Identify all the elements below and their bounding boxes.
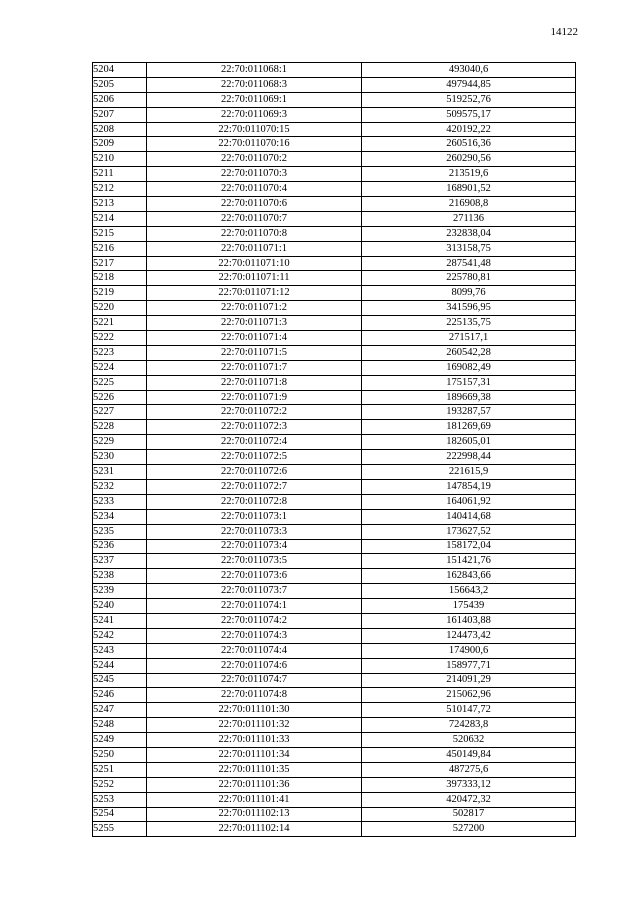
row-number-cell: 5239 — [93, 584, 147, 599]
table-row — [93, 718, 576, 733]
table-row — [93, 465, 576, 480]
row-number-cell: 5244 — [93, 658, 147, 673]
table-row — [93, 628, 576, 643]
row-number-cell: 5209 — [93, 137, 147, 152]
row-number-cell: 5251 — [93, 762, 147, 777]
cadastral-number-cell: 22:70:011071:10 — [147, 256, 362, 271]
cadastral-value-cell: 156643,2 — [362, 584, 576, 599]
row-number-cell: 5228 — [93, 420, 147, 435]
cadastral-value-cell: 162843,66 — [362, 569, 576, 584]
row-number-cell: 5204 — [93, 63, 147, 78]
cadastral-value-cell: 214091,29 — [362, 673, 576, 688]
cadastral-value-cell: 493040,6 — [362, 63, 576, 78]
cadastral-number-cell: 22:70:011101:32 — [147, 718, 362, 733]
cadastral-number-cell: 22:70:011070:15 — [147, 122, 362, 137]
page-number: 14122 — [550, 26, 578, 38]
table-row — [93, 509, 576, 524]
row-number-cell: 5233 — [93, 494, 147, 509]
cadastral-number-cell: 22:70:011070:8 — [147, 226, 362, 241]
cadastral-number-cell: 22:70:011071:2 — [147, 301, 362, 316]
row-number-cell: 5241 — [93, 613, 147, 628]
table-row — [93, 658, 576, 673]
table-row — [93, 197, 576, 212]
row-number-cell: 5215 — [93, 226, 147, 241]
table-row — [93, 211, 576, 226]
cadastral-number-cell: 22:70:011073:6 — [147, 569, 362, 584]
row-number-cell: 5217 — [93, 256, 147, 271]
cadastral-number-cell: 22:70:011074:8 — [147, 688, 362, 703]
cadastral-value-cell: 509575,17 — [362, 107, 576, 122]
table-row — [93, 226, 576, 241]
row-number-cell: 5214 — [93, 211, 147, 226]
cadastral-value-cell: 221615,9 — [362, 465, 576, 480]
cadastral-value-cell: 181269,69 — [362, 420, 576, 435]
cadastral-number-cell: 22:70:011072:3 — [147, 420, 362, 435]
row-number-cell: 5249 — [93, 733, 147, 748]
cadastral-number-cell: 22:70:011070:2 — [147, 152, 362, 167]
cadastral-number-cell: 22:70:011072:7 — [147, 479, 362, 494]
row-number-cell: 5223 — [93, 345, 147, 360]
cadastral-number-cell: 22:70:011071:1 — [147, 241, 362, 256]
cadastral-value-cell: 420192,22 — [362, 122, 576, 137]
cadastral-number-cell: 22:70:011070:6 — [147, 197, 362, 212]
row-number-cell: 5252 — [93, 777, 147, 792]
table-row — [93, 122, 576, 137]
cadastral-value-cell: 502817 — [362, 807, 576, 822]
cadastral-value-cell: 519252,76 — [362, 92, 576, 107]
row-number-cell: 5254 — [93, 807, 147, 822]
row-number-cell: 5211 — [93, 167, 147, 182]
row-number-cell: 5255 — [93, 822, 147, 837]
row-number-cell: 5245 — [93, 673, 147, 688]
table-row — [93, 524, 576, 539]
table-row — [93, 271, 576, 286]
row-number-cell: 5213 — [93, 197, 147, 212]
cadastral-number-cell: 22:70:011069:1 — [147, 92, 362, 107]
table-row — [93, 539, 576, 554]
table-row — [93, 316, 576, 331]
cadastral-value-cell: 397333,12 — [362, 777, 576, 792]
table-row — [93, 584, 576, 599]
table-row — [93, 479, 576, 494]
table-row — [93, 375, 576, 390]
cadastral-value-cell: 260516,36 — [362, 137, 576, 152]
cadastral-number-cell: 22:70:011071:3 — [147, 316, 362, 331]
table-row — [93, 450, 576, 465]
cadastral-number-cell: 22:70:011071:5 — [147, 345, 362, 360]
row-number-cell: 5222 — [93, 331, 147, 346]
table-row — [93, 360, 576, 375]
cadastral-value-cell: 173627,52 — [362, 524, 576, 539]
row-number-cell: 5207 — [93, 107, 147, 122]
cadastral-value-cell: 140414,68 — [362, 509, 576, 524]
row-number-cell: 5225 — [93, 375, 147, 390]
cadastral-value-cell: 193287,57 — [362, 405, 576, 420]
cadastral-number-cell: 22:70:011074:3 — [147, 628, 362, 643]
table-row — [93, 822, 576, 837]
row-number-cell: 5216 — [93, 241, 147, 256]
cadastral-value-cell: 225780,81 — [362, 271, 576, 286]
cadastral-number-cell: 22:70:011072:8 — [147, 494, 362, 509]
row-number-cell: 5220 — [93, 301, 147, 316]
table-row — [93, 345, 576, 360]
cadastral-number-cell: 22:70:011102:14 — [147, 822, 362, 837]
cadastral-value-cell: 271136 — [362, 211, 576, 226]
row-number-cell: 5218 — [93, 271, 147, 286]
cadastral-value-cell: 189669,38 — [362, 390, 576, 405]
table-row — [93, 599, 576, 614]
cadastral-value-cell: 225135,75 — [362, 316, 576, 331]
cadastral-value-cell: 168901,52 — [362, 182, 576, 197]
cadastral-number-cell: 22:70:011073:5 — [147, 554, 362, 569]
cadastral-value-cell: 175157,31 — [362, 375, 576, 390]
cadastral-number-cell: 22:70:011101:41 — [147, 792, 362, 807]
row-number-cell: 5240 — [93, 599, 147, 614]
cadastral-value-table — [92, 62, 576, 837]
cadastral-number-cell: 22:70:011071:4 — [147, 331, 362, 346]
cadastral-value-cell: 497944,85 — [362, 77, 576, 92]
cadastral-number-cell: 22:70:011072:4 — [147, 435, 362, 450]
table-row — [93, 331, 576, 346]
cadastral-number-cell: 22:70:011074:4 — [147, 643, 362, 658]
row-number-cell: 5238 — [93, 569, 147, 584]
row-number-cell: 5210 — [93, 152, 147, 167]
table-row — [93, 420, 576, 435]
cadastral-number-cell: 22:70:011101:30 — [147, 703, 362, 718]
table-row — [93, 688, 576, 703]
cadastral-value-cell: 158172,04 — [362, 539, 576, 554]
cadastral-value-cell: 420472,32 — [362, 792, 576, 807]
cadastral-number-cell: 22:70:011101:33 — [147, 733, 362, 748]
row-number-cell: 5219 — [93, 286, 147, 301]
table-row — [93, 569, 576, 584]
cadastral-number-cell: 22:70:011074:1 — [147, 599, 362, 614]
cadastral-number-cell: 22:70:011070:4 — [147, 182, 362, 197]
table-row — [93, 390, 576, 405]
cadastral-value-cell: 260542,28 — [362, 345, 576, 360]
row-number-cell: 5231 — [93, 465, 147, 480]
cadastral-value-cell: 341596,95 — [362, 301, 576, 316]
table-row — [93, 107, 576, 122]
table-row — [93, 152, 576, 167]
row-number-cell: 5208 — [93, 122, 147, 137]
cadastral-number-cell: 22:70:011071:7 — [147, 360, 362, 375]
row-number-cell: 5236 — [93, 539, 147, 554]
table-row — [93, 182, 576, 197]
cadastral-value-cell: 161403,88 — [362, 613, 576, 628]
row-number-cell: 5250 — [93, 747, 147, 762]
cadastral-value-cell: 213519,6 — [362, 167, 576, 182]
cadastral-value-cell: 313158,75 — [362, 241, 576, 256]
table-row — [93, 613, 576, 628]
cadastral-value-cell: 527200 — [362, 822, 576, 837]
table-row — [93, 792, 576, 807]
row-number-cell: 5205 — [93, 77, 147, 92]
cadastral-value-cell: 450149,84 — [362, 747, 576, 762]
table-row — [93, 92, 576, 107]
cadastral-value-cell: 182605,01 — [362, 435, 576, 450]
cadastral-value-cell: 222998,44 — [362, 450, 576, 465]
table-row — [93, 435, 576, 450]
cadastral-number-cell: 22:70:011070:16 — [147, 137, 362, 152]
row-number-cell: 5243 — [93, 643, 147, 658]
row-number-cell: 5230 — [93, 450, 147, 465]
table-row — [93, 747, 576, 762]
table-row — [93, 807, 576, 822]
table-body — [93, 63, 576, 837]
cadastral-number-cell: 22:70:011071:11 — [147, 271, 362, 286]
row-number-cell: 5221 — [93, 316, 147, 331]
cadastral-number-cell: 22:70:011068:3 — [147, 77, 362, 92]
cadastral-value-cell: 260290,56 — [362, 152, 576, 167]
row-number-cell: 5253 — [93, 792, 147, 807]
table-row — [93, 63, 576, 78]
cadastral-value-cell: 147854,19 — [362, 479, 576, 494]
table-row — [93, 673, 576, 688]
cadastral-value-cell: 520632 — [362, 733, 576, 748]
row-number-cell: 5229 — [93, 435, 147, 450]
row-number-cell: 5242 — [93, 628, 147, 643]
table-row — [93, 77, 576, 92]
cadastral-value-cell: 164061,92 — [362, 494, 576, 509]
cadastral-number-cell: 22:70:011101:36 — [147, 777, 362, 792]
table-row — [93, 733, 576, 748]
cadastral-number-cell: 22:70:011073:4 — [147, 539, 362, 554]
cadastral-number-cell: 22:70:011072:6 — [147, 465, 362, 480]
row-number-cell: 5212 — [93, 182, 147, 197]
table-row — [93, 762, 576, 777]
table-row — [93, 167, 576, 182]
cadastral-number-cell: 22:70:011101:34 — [147, 747, 362, 762]
row-number-cell: 5246 — [93, 688, 147, 703]
cadastral-value-cell: 510147,72 — [362, 703, 576, 718]
cadastral-number-cell: 22:70:011070:7 — [147, 211, 362, 226]
row-number-cell: 5234 — [93, 509, 147, 524]
cadastral-number-cell: 22:70:011071:12 — [147, 286, 362, 301]
cadastral-number-cell: 22:70:011073:1 — [147, 509, 362, 524]
table-row — [93, 554, 576, 569]
cadastral-value-cell: 124473,42 — [362, 628, 576, 643]
cadastral-value-cell: 271517,1 — [362, 331, 576, 346]
cadastral-number-cell: 22:70:011074:7 — [147, 673, 362, 688]
cadastral-number-cell: 22:70:011074:2 — [147, 613, 362, 628]
cadastral-number-cell: 22:70:011072:2 — [147, 405, 362, 420]
table-row — [93, 256, 576, 271]
table-row — [93, 301, 576, 316]
row-number-cell: 5224 — [93, 360, 147, 375]
cadastral-value-cell: 169082,49 — [362, 360, 576, 375]
cadastral-value-cell: 175439 — [362, 599, 576, 614]
row-number-cell: 5247 — [93, 703, 147, 718]
row-number-cell: 5232 — [93, 479, 147, 494]
cadastral-value-cell: 724283,8 — [362, 718, 576, 733]
cadastral-number-cell: 22:70:011071:9 — [147, 390, 362, 405]
cadastral-value-cell: 216908,8 — [362, 197, 576, 212]
table-row — [93, 405, 576, 420]
cadastral-number-cell: 22:70:011070:3 — [147, 167, 362, 182]
cadastral-value-cell: 8099,76 — [362, 286, 576, 301]
table-row — [93, 777, 576, 792]
cadastral-number-cell: 22:70:011101:35 — [147, 762, 362, 777]
cadastral-number-cell: 22:70:011069:3 — [147, 107, 362, 122]
cadastral-value-cell: 487275,6 — [362, 762, 576, 777]
table-row — [93, 643, 576, 658]
cadastral-number-cell: 22:70:011072:5 — [147, 450, 362, 465]
table-row — [93, 703, 576, 718]
row-number-cell: 5226 — [93, 390, 147, 405]
table-row — [93, 286, 576, 301]
cadastral-value-cell: 287541,48 — [362, 256, 576, 271]
table-row — [93, 241, 576, 256]
cadastral-number-cell: 22:70:011073:3 — [147, 524, 362, 539]
cadastral-value-cell: 215062,96 — [362, 688, 576, 703]
cadastral-value-cell: 232838,04 — [362, 226, 576, 241]
row-number-cell: 5248 — [93, 718, 147, 733]
cadastral-value-cell: 151421,76 — [362, 554, 576, 569]
row-number-cell: 5227 — [93, 405, 147, 420]
table-row — [93, 494, 576, 509]
row-number-cell: 5237 — [93, 554, 147, 569]
cadastral-value-cell: 174900,6 — [362, 643, 576, 658]
cadastral-number-cell: 22:70:011074:6 — [147, 658, 362, 673]
cadastral-number-cell: 22:70:011068:1 — [147, 63, 362, 78]
cadastral-value-cell: 158977,71 — [362, 658, 576, 673]
row-number-cell: 5206 — [93, 92, 147, 107]
cadastral-number-cell: 22:70:011073:7 — [147, 584, 362, 599]
table-row — [93, 137, 576, 152]
cadastral-number-cell: 22:70:011102:13 — [147, 807, 362, 822]
cadastral-number-cell: 22:70:011071:8 — [147, 375, 362, 390]
row-number-cell: 5235 — [93, 524, 147, 539]
